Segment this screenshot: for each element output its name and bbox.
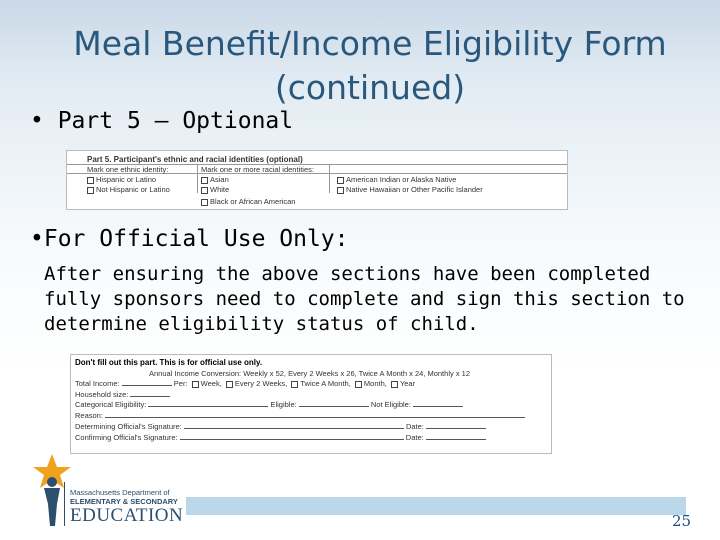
page-number: 25	[672, 512, 692, 530]
official-use-form-image	[70, 354, 552, 454]
title-line-1: Meal Benefit/Income Eligibility Form	[73, 24, 667, 63]
option-not-hispanic-label: Not Hispanic or Latino	[96, 185, 170, 194]
instruction-paragraph: After ensuring the above sections have been completed fully sponsors need to complete and sign this section to determine eligibility status of child.	[44, 263, 685, 335]
option-hawaiian	[337, 185, 483, 194]
footer-bar	[186, 497, 686, 515]
blank-line	[148, 400, 268, 407]
checkbox-icon	[87, 177, 94, 184]
logo-divider	[64, 482, 65, 526]
date-label: Date:	[405, 422, 424, 431]
blank-line	[413, 400, 463, 407]
checkbox-icon	[201, 177, 208, 184]
figure-head-icon	[47, 477, 57, 487]
blank-line	[130, 390, 170, 397]
logo-line-2: ELEMENTARY & SECONDARY	[70, 497, 178, 506]
bullet-official-text: For Official Use Only:	[43, 226, 349, 252]
determining-label: Determining Official's Signature:	[75, 422, 182, 431]
logo-line-1: Massachusetts Department of	[70, 488, 170, 497]
household-size-label: Household size:	[75, 390, 129, 399]
bullet-part5: • Part 5 – Optional	[30, 108, 294, 134]
blank-line	[105, 411, 525, 418]
logo-text	[70, 488, 183, 526]
freq-twice-label: Twice A Month,	[300, 379, 351, 388]
checkbox-icon	[337, 177, 344, 184]
annual-conversion-label: Annual Income Conversion: Weekly x 52, Every 2 Weeks x 26, Twice A Month x 24, Monthly x 12	[149, 369, 470, 378]
option-american-indian-label: American Indian or Alaska Native	[346, 175, 457, 184]
blank-line	[184, 422, 404, 429]
mark-racial-label: Mark one or more racial identities:	[201, 165, 314, 174]
option-hispanic	[87, 175, 156, 184]
divider	[197, 165, 198, 193]
total-income-row	[75, 379, 415, 388]
dont-fill-label: Don't fill out this part. This is for official use only.	[75, 358, 263, 367]
mark-ethnic-label: Mark one ethnic identity:	[87, 165, 169, 174]
freq-2weeks-label: Every 2 Weeks,	[234, 379, 288, 388]
checkbox-icon	[337, 187, 344, 194]
checkbox-icon	[291, 381, 298, 388]
checkbox-icon	[226, 381, 233, 388]
freq-year-label: Year	[399, 379, 416, 388]
blank-line	[180, 433, 404, 440]
total-income-label: Total Income:	[75, 379, 120, 388]
categorical-row	[75, 400, 463, 409]
checkbox-icon	[192, 381, 199, 388]
slide-title	[20, 22, 720, 110]
not-eligible-label: Not Eligible:	[370, 400, 411, 409]
option-not-hispanic	[87, 185, 170, 194]
reason-row	[75, 411, 525, 420]
figure-body-icon	[44, 488, 60, 526]
logo-line-3: EDUCATION	[70, 505, 184, 526]
household-size-row	[75, 390, 170, 399]
checkbox-icon	[355, 381, 362, 388]
bullet-official: •For Official Use Only:	[30, 226, 349, 252]
confirming-label: Confirming Official's Signature:	[75, 433, 178, 442]
checkbox-icon	[87, 187, 94, 194]
part5-header: Part 5. Participant's ethnic and racial identities (optional)	[87, 155, 303, 164]
date-label: Date:	[405, 433, 424, 442]
option-white-label: White	[210, 185, 230, 194]
blank-line	[426, 422, 486, 429]
option-hawaiian-label: Native Hawaiian or Other Pacific Islander	[346, 185, 483, 194]
blank-line	[426, 433, 486, 440]
option-asian	[201, 175, 229, 184]
option-hispanic-label: Hispanic or Latino	[96, 175, 157, 184]
confirming-row	[75, 433, 486, 442]
option-white	[201, 185, 229, 194]
option-asian-label: Asian	[210, 175, 229, 184]
divider	[329, 165, 330, 193]
blank-line	[299, 400, 369, 407]
checkbox-icon	[391, 381, 398, 388]
part5-form-image	[66, 150, 568, 210]
option-black	[201, 197, 295, 206]
bullet-part5-text: Part 5 – Optional	[57, 108, 294, 134]
per-label: Per:	[173, 379, 188, 388]
reason-label: Reason:	[75, 411, 103, 420]
freq-week-label: Week,	[200, 379, 222, 388]
blank-line	[122, 379, 172, 386]
freq-month-label: Month,	[363, 379, 387, 388]
option-american-indian	[337, 175, 456, 184]
determining-row	[75, 422, 486, 431]
option-black-label: Black or African American	[210, 197, 296, 206]
eligible-label: Eligible:	[270, 400, 297, 409]
checkbox-icon	[201, 187, 208, 194]
title-line-2: (continued)	[274, 68, 466, 107]
categorical-label: Categorical Eligibility:	[75, 400, 147, 409]
checkbox-icon	[201, 199, 208, 206]
